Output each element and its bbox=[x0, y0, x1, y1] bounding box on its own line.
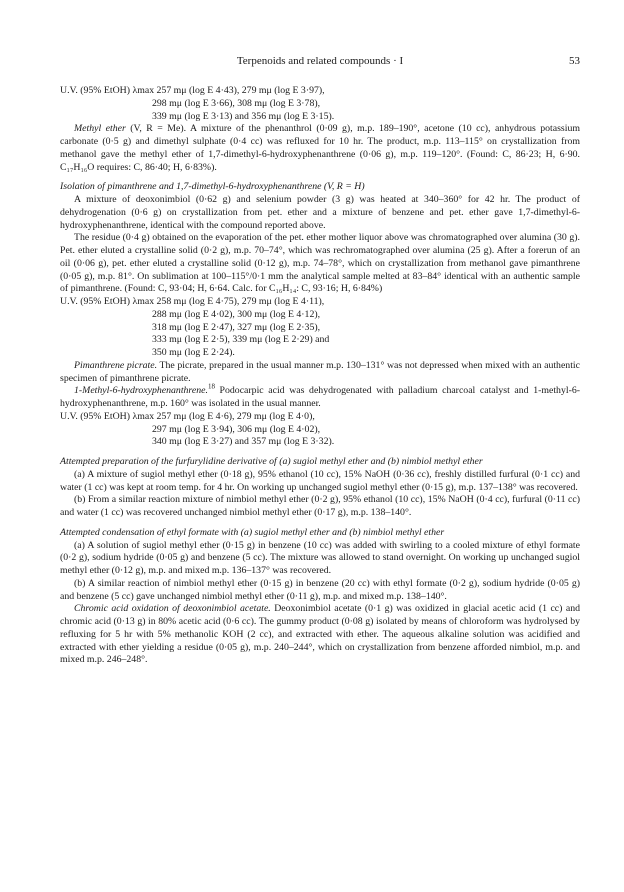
section-heading bbox=[60, 456, 580, 469]
paragraph bbox=[60, 540, 580, 578]
paragraph-lead: Chromic acid oxidation of deoxonimbiol acetate. bbox=[74, 603, 271, 615]
paragraph-text: U.V. (95% EtOH) λmax 257 mμ (log E 4·43), 279 mμ (log E 3·97), bbox=[60, 85, 325, 96]
paragraph-text: (b) From a similar reaction mixture of nimbiol methyl ether (0·2 g), 95% ethanol (10 cc), 15% NaOH (0·4 cc), furfural (0·11 cc) and water (1 cc) was recovered unchanged nimbiol methyl ether (0·17 g), m.p. 138–140°. bbox=[60, 494, 580, 518]
uv-spectrum-line bbox=[60, 85, 580, 98]
paragraph bbox=[60, 360, 580, 386]
paragraph-text: (a) A solution of sugiol methyl ether (0·15 g) in benzene (10 cc) was added with swirling to a cooled mixture of ethyl formate (0·2 g), sodium hydride (0·05 g) and benzene (5 cc). The mixture was allowed to stand overnight. On working up unchanged sugiol methyl ether (0·12 g), m.p. and mixed m.p. 136–137° was recovered. bbox=[60, 539, 580, 576]
paragraph-text: 297 mμ (log E 3·94), 306 mμ (log E 4·02), bbox=[152, 423, 321, 435]
paragraph-text: Deoxonimbiol acetate (0·1 g) was oxidized in glacial acetic acid (1 cc) and chromic acid (0·13 g) in 80% acetic acid (0·6 cc). The gummy product (0·08 g) isolated by means of chloroform was hydrolysed by refluxing for 5 hr with 5% methanolic KOH (2 cc), and extracted with ether. The aqueous alkaline solution was acidified and extracted with ether yielding a residue (0·05 g), m.p. 240–244°, which on crystallization from benzene afforded nimbiol, m.p. and mixed m.p. 246–248°. bbox=[60, 603, 580, 666]
paragraph-text: Isolation of pimanthrene and 1,7-dimethyl-6-hydroxyphenanthrene (V, R = H) bbox=[60, 181, 365, 193]
body-text bbox=[60, 85, 580, 667]
uv-spectrum-continuation bbox=[60, 347, 580, 360]
paragraph-text: 339 mμ (log E 3·13) and 356 mμ (log E 3·15). bbox=[152, 110, 335, 122]
paragraph-text: (V, R = Me). A mixture of the phenanthrol (0·09 g), m.p. 189–190°, acetone (10 cc), anhydrous potassium carbonate (0·5 g) and dimethyl sulphate (0·4 cc) was refluxed for 10 hr. The product, m.p. 113–115° on crystallization from methanol gave the methyl ether of 1,7-dimethyl-6-hydroxyphenanthrene (0·06 g), m.p. 119–120°. (Found: C, 86·23; H, 6·90. C₁₇H₁₆O requires: C, 86·40; H, 6·83%). bbox=[60, 123, 580, 173]
uv-spectrum-continuation bbox=[60, 98, 580, 111]
paragraph-text: 340 mμ (log E 3·27) and 357 mμ (log E 3·32). bbox=[152, 436, 335, 448]
uv-spectrum-continuation bbox=[60, 334, 580, 347]
paragraph-text: Attempted condensation of ethyl formate with (a) sugiol methyl ether and (b) nimbiol methyl ether bbox=[60, 526, 445, 538]
paragraph-lead: Pimanthrene picrate. bbox=[74, 359, 158, 371]
paragraph-text: The picrate, prepared in the usual manner m.p. 130–131° was not depressed when mixed with an authentic specimen of pimanthrene picrate. bbox=[60, 359, 580, 384]
paragraph-text: 288 mμ (log E 4·02), 300 mμ (log E 4·12), bbox=[152, 308, 321, 320]
uv-spectrum-continuation bbox=[60, 111, 580, 124]
paragraph bbox=[60, 232, 580, 296]
uv-spectrum-line bbox=[60, 411, 580, 424]
paragraph-text: 318 mμ (log E 2·47), 327 mμ (log E 2·35), bbox=[152, 321, 321, 333]
paragraph bbox=[60, 578, 580, 604]
uv-spectrum-continuation bbox=[60, 436, 580, 449]
section-heading bbox=[60, 181, 580, 194]
uv-spectrum-continuation bbox=[60, 424, 580, 437]
paragraph-text: U.V. (95% EtOH) λmax 257 mμ (log E 4·6), 279 mμ (log E 4·0), bbox=[60, 410, 315, 422]
paragraph bbox=[60, 194, 580, 232]
paragraph bbox=[60, 494, 580, 520]
paragraph bbox=[60, 469, 580, 495]
paragraph-text: (a) A mixture of sugiol methyl ether (0·18 g), 95% ethanol (10 cc), 15% NaOH (0·36 cc), freshly distilled furfural (0·1 cc) and water (1 cc) was kept at room temp. for 4 hr. On working up unchanged sugiol methyl ether (0·15 g), m.p. 137–138° was recovered. bbox=[60, 468, 580, 493]
page-number: 53 bbox=[569, 55, 580, 67]
section-heading bbox=[60, 527, 580, 540]
paragraph-text: (b) A similar reaction of nimbiol methyl ether (0·15 g) in benzene (20 cc) with ethyl formate (0·2 g), sodium hydride (0·05 g) and benzene (5 cc) gave unchanged nimbiol methyl ether (0·11 g), m.p. and mixed m.p. 138–140°. bbox=[60, 577, 580, 602]
uv-spectrum-line bbox=[60, 296, 580, 309]
paragraph-text: The residue (0·4 g) obtained on the evaporation of the pet. ether mother liquor above was chromatographed over alumina (30 g). Pet. ether eluted a crystalline solid (0·2 g), m.p. 70–74°, which was rechromatographed over alumina (25 g). After a forerun of an oil (0·06 g), pet. ether eluted a crystalline solid (0·12 g), m.p. 74–78°, which on crystallization from methanol gave pimanthrene (0·05 g), m.p. 81°. On sublimation at 100–115°/0·1 mm the analytical sample melted at 83–84° identical with an authentic sample of pimanthrene. (Found: C, 93·04; H, 6·64. Calc. for C₁₆H₁₄: C, 93·16; H, 6·84%) bbox=[60, 232, 580, 295]
paragraph-text: 333 mμ (log E 2·5), 339 mμ (log E 2·29) and bbox=[152, 334, 330, 346]
uv-spectrum-continuation bbox=[60, 309, 580, 322]
paragraph-text: U.V. (95% EtOH) λmax 258 mμ (log E 4·75), 279 mμ (log E 4·11), bbox=[60, 296, 325, 307]
paragraph-text: 298 mμ (log E 3·66), 308 mμ (log E 3·78), bbox=[152, 97, 321, 109]
running-head: Terpenoids and related compounds · I bbox=[236, 55, 404, 67]
page-header bbox=[60, 55, 580, 69]
paragraph bbox=[60, 123, 580, 174]
paragraph-text: Podocarpic acid was dehydrogenated with palladium charcoal catalyst and 1-methyl-6-hydroxyphenanthrene, m.p. 160° was isolated in the usual manner. bbox=[60, 385, 580, 409]
paragraph bbox=[60, 382, 580, 411]
paragraph-text: 350 mμ (log E 2·24). bbox=[152, 347, 235, 358]
reference-superscript: 18 bbox=[207, 382, 215, 391]
paragraph-text: A mixture of deoxonimbiol (0·62 g) and selenium powder (3 g) was heated at 340–360° for 42 hr. The product of dehydrogenation (0·6 g) on crystallization from pet. ether and a mixture of benzene and pet. ether gave 1,7-dimethyl-6-hydroxyphenanthrene, identical with the compound reported above. bbox=[60, 194, 580, 231]
uv-spectrum-continuation bbox=[60, 322, 580, 335]
paragraph-lead: 1-Methyl-6-hydroxyphenanthrene. bbox=[74, 385, 208, 397]
paragraph-text: Attempted preparation of the furfurylidine derivative of (a) sugiol methyl ether and (b) nimbiol methyl ether bbox=[60, 456, 483, 467]
paragraph-lead: Methyl ether bbox=[74, 123, 126, 135]
paragraph bbox=[60, 603, 580, 667]
